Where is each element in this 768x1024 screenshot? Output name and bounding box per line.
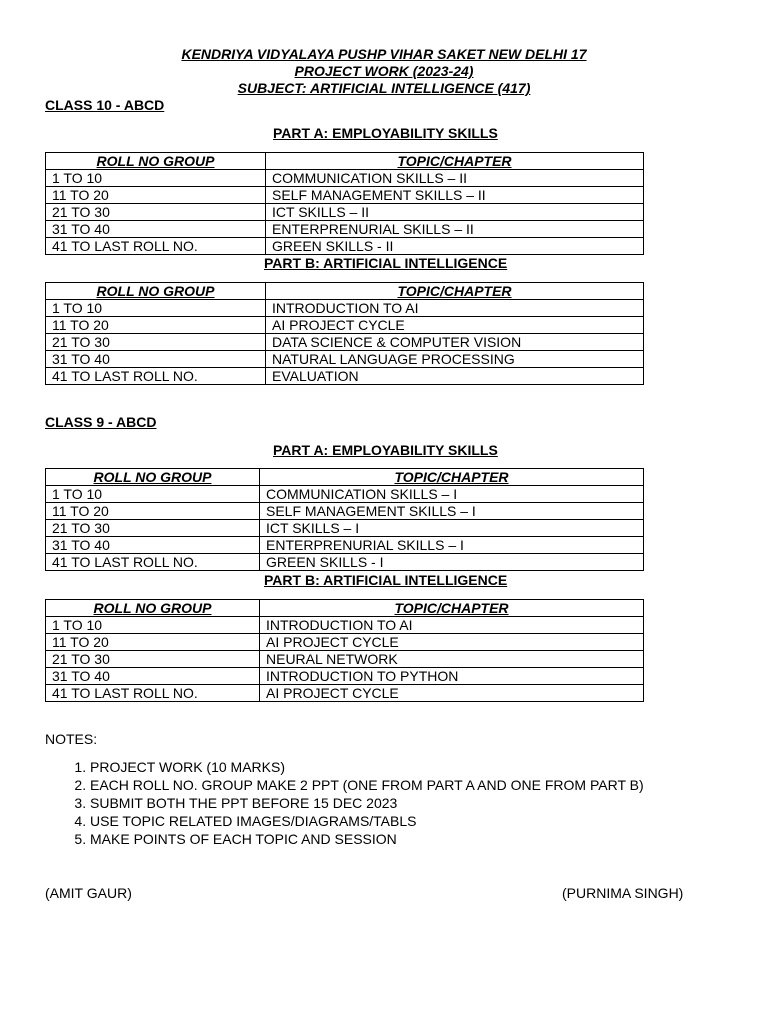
topic-cell: ICT SKILLS – I xyxy=(260,520,644,537)
table-header-row xyxy=(46,600,644,617)
roll-no-group-header: ROLL NO GROUP xyxy=(46,283,266,300)
roll-group-cell: 31 TO 40 xyxy=(46,537,260,554)
list-item: 2. EACH ROLL NO. GROUP MAKE 2 PPT (ONE FROM PART A AND ONE FROM PART B) xyxy=(90,776,750,794)
table-row xyxy=(46,486,644,503)
roll-no-group-header: ROLL NO GROUP xyxy=(46,600,260,617)
roll-group-cell: 31 TO 40 xyxy=(46,351,266,368)
roll-group-cell: 21 TO 30 xyxy=(46,520,260,537)
signature-right: (PURNIMA SINGH) xyxy=(562,885,684,901)
roll-group-cell: 11 TO 20 xyxy=(46,187,266,204)
topic-cell: COMMUNICATION SKILLS – II xyxy=(266,170,644,187)
topic-cell: INTRODUCTION TO PYTHON xyxy=(260,668,644,685)
table-header-row xyxy=(46,153,644,170)
roll-no-group-header: ROLL NO GROUP xyxy=(46,469,260,486)
class-9-title: CLASS 9 - ABCD xyxy=(45,414,157,430)
topic-cell: GREEN SKILLS - I xyxy=(260,554,644,571)
table-row xyxy=(46,238,644,255)
table-row xyxy=(46,368,644,385)
class-10-title: CLASS 10 - ABCD xyxy=(45,97,165,113)
class-9-part-a-title: PART A: EMPLOYABILITY SKILLS xyxy=(273,442,498,458)
table-row xyxy=(46,668,644,685)
roll-group-cell: 11 TO 20 xyxy=(46,634,260,651)
roll-group-cell: 11 TO 20 xyxy=(46,503,260,520)
topic-cell: INTRODUCTION TO AI xyxy=(266,300,644,317)
roll-group-cell: 1 TO 10 xyxy=(46,617,260,634)
topic-cell: EVALUATION xyxy=(266,368,644,385)
list-item: 3. SUBMIT BOTH THE PPT BEFORE 15 DEC 2023 xyxy=(90,794,750,812)
roll-group-cell: 1 TO 10 xyxy=(46,170,266,187)
table-row xyxy=(46,334,644,351)
roll-group-cell: 1 TO 10 xyxy=(46,486,260,503)
roll-group-cell: 41 TO LAST ROLL NO. xyxy=(46,554,260,571)
roll-group-cell: 41 TO LAST ROLL NO. xyxy=(46,368,266,385)
notes-label: NOTES: xyxy=(45,731,98,747)
roll-group-cell: 21 TO 30 xyxy=(46,334,266,351)
topic-chapter-header: TOPIC/CHAPTER xyxy=(266,153,644,170)
topic-cell: ENTERPRENURIAL SKILLS – II xyxy=(266,221,644,238)
topic-cell: SELF MANAGEMENT SKILLS – I xyxy=(260,503,644,520)
list-item: 4. USE TOPIC RELATED IMAGES/DIAGRAMS/TABLS xyxy=(90,812,750,830)
roll-group-cell: 21 TO 30 xyxy=(46,651,260,668)
topic-cell: GREEN SKILLS - II xyxy=(266,238,644,255)
school-name: KENDRIYA VIDYALAYA PUSHP VIHAR SAKET NEW DELHI 17 xyxy=(181,46,587,62)
topic-cell: AI PROJECT CYCLE xyxy=(266,317,644,334)
table-row xyxy=(46,617,644,634)
subject-title: SUBJECT: ARTIFICIAL INTELLIGENCE (417) xyxy=(237,80,531,96)
table-row xyxy=(46,634,644,651)
table-row xyxy=(46,221,644,238)
notes-list xyxy=(45,758,750,848)
class-9-part-a-table xyxy=(45,468,644,571)
roll-group-cell: 31 TO 40 xyxy=(46,668,260,685)
topic-cell: SELF MANAGEMENT SKILLS – II xyxy=(266,187,644,204)
topic-chapter-header: TOPIC/CHAPTER xyxy=(260,600,644,617)
topic-cell: ICT SKILLS – II xyxy=(266,204,644,221)
table-row xyxy=(46,537,644,554)
table-row xyxy=(46,204,644,221)
roll-group-cell: 41 TO LAST ROLL NO. xyxy=(46,238,266,255)
topic-cell: ENTERPRENURIAL SKILLS – I xyxy=(260,537,644,554)
table-row xyxy=(46,503,644,520)
table-row xyxy=(46,651,644,668)
table-row xyxy=(46,351,644,368)
topic-cell: NEURAL NETWORK xyxy=(260,651,644,668)
roll-group-cell: 21 TO 30 xyxy=(46,204,266,221)
class-10-part-b-title: PART B: ARTIFICIAL INTELLIGENCE xyxy=(264,255,508,271)
class-9-part-b-table xyxy=(45,599,644,702)
roll-group-cell: 41 TO LAST ROLL NO. xyxy=(46,685,260,702)
table-row xyxy=(46,187,644,204)
list-item: 1. PROJECT WORK (10 MARKS) xyxy=(90,758,750,776)
table-row xyxy=(46,170,644,187)
table-header-row xyxy=(46,283,644,300)
topic-cell: AI PROJECT CYCLE xyxy=(260,685,644,702)
topic-cell: NATURAL LANGUAGE PROCESSING xyxy=(266,351,644,368)
topic-cell: DATA SCIENCE & COMPUTER VISION xyxy=(266,334,644,351)
class-10-part-b-table xyxy=(45,282,644,385)
topic-cell: INTRODUCTION TO AI xyxy=(260,617,644,634)
table-header-row xyxy=(46,469,644,486)
list-item: 5. MAKE POINTS OF EACH TOPIC AND SESSION xyxy=(90,830,750,848)
roll-no-group-header: ROLL NO GROUP xyxy=(46,153,266,170)
signature-left: (AMIT GAUR) xyxy=(45,885,132,901)
table-row xyxy=(46,300,644,317)
table-row xyxy=(46,520,644,537)
topic-cell: AI PROJECT CYCLE xyxy=(260,634,644,651)
class-10-part-a-table xyxy=(45,152,644,255)
table-row xyxy=(46,554,644,571)
topic-chapter-header: TOPIC/CHAPTER xyxy=(260,469,644,486)
roll-group-cell: 1 TO 10 xyxy=(46,300,266,317)
topic-cell: COMMUNICATION SKILLS – I xyxy=(260,486,644,503)
class-9-part-b-title: PART B: ARTIFICIAL INTELLIGENCE xyxy=(264,572,508,588)
topic-chapter-header: TOPIC/CHAPTER xyxy=(266,283,644,300)
roll-group-cell: 11 TO 20 xyxy=(46,317,266,334)
roll-group-cell: 31 TO 40 xyxy=(46,221,266,238)
table-row xyxy=(46,685,644,702)
class-10-part-a-title: PART A: EMPLOYABILITY SKILLS xyxy=(273,125,498,141)
project-title: PROJECT WORK (2023-24) xyxy=(294,63,474,79)
table-row xyxy=(46,317,644,334)
